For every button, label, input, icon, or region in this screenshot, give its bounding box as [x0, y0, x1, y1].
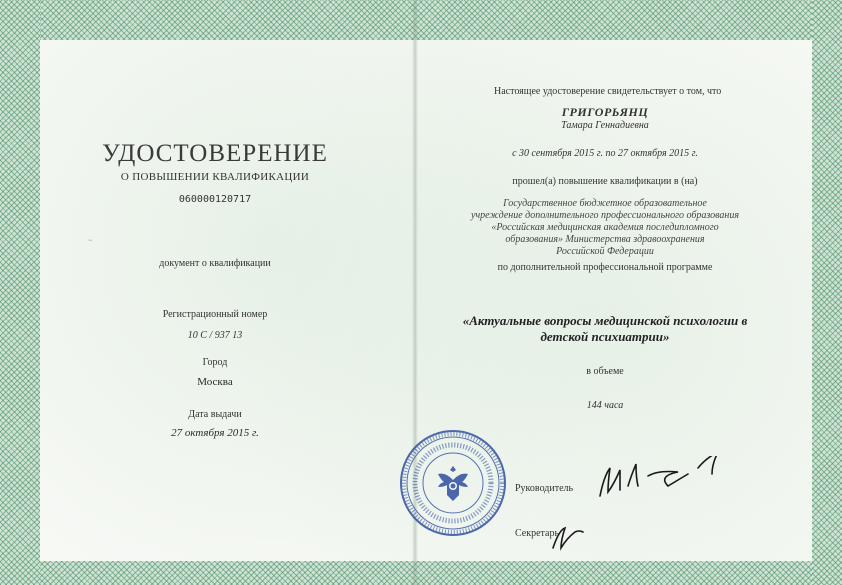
intro-text: Настоящее удостоверение свидетельствует о том, что	[494, 86, 722, 97]
city-label: Город	[202, 357, 228, 368]
official-seal-stamp	[398, 428, 508, 538]
issue-date-label: Дата выдачи	[188, 409, 242, 420]
holder-given-name: Тамара Геннадиевна	[561, 120, 649, 131]
document-subtitle: О ПОВЫШЕНИИ КВАЛИФИКАЦИИ	[120, 171, 310, 183]
decorative-border-left	[0, 0, 40, 585]
training-period: с 30 сентября 2015 г. по 27 октября 2015 г.	[512, 148, 698, 159]
serial-number: 060000120717	[178, 194, 252, 205]
org-line-3: «Российская медицинская академия последипломного	[491, 222, 719, 233]
program-intro: по дополнительной профессиональной программе	[497, 262, 713, 273]
head-label: Руководитель	[515, 483, 574, 494]
passed-text: прошел(а) повышение квалификации в (на)	[512, 176, 698, 187]
issue-date-value: 27 октября 2015 г.	[171, 427, 259, 439]
decorative-border-top	[0, 0, 842, 40]
holder-surname: ГРИГОРЬЯНЦ	[561, 105, 649, 119]
org-line-2: учреждение дополнительного профессионального образования	[470, 210, 740, 221]
volume-value: 144 часа	[586, 400, 624, 411]
head-signature	[590, 456, 740, 506]
secretary-label: Секретарь	[515, 528, 560, 539]
decorative-border-bottom	[0, 561, 842, 585]
city-value: Москва	[197, 376, 233, 388]
org-line-1: Государственное бюджетное образовательное	[503, 198, 707, 209]
document-type: документ о квалификации	[159, 258, 271, 269]
org-line-5: Российской Федерации	[556, 246, 654, 257]
eagle-emblem-icon	[438, 466, 468, 501]
program-line-2: детской психиатрии»	[540, 329, 670, 344]
org-line-4: образования» Министерства здравоохранения	[505, 234, 705, 245]
program-line-1: «Актуальные вопросы медицинской психологии в	[462, 313, 748, 328]
volume-label: в объеме	[586, 366, 624, 377]
document-title: УДОСТОВЕРЕНИЕ	[102, 140, 328, 167]
registration-number: 10 С / 937 13	[187, 330, 243, 341]
faint-watermark: ~	[88, 236, 93, 245]
decorative-border-right	[812, 0, 842, 585]
registration-label: Регистрационный номер	[162, 309, 268, 320]
secretary-signature	[545, 518, 590, 556]
